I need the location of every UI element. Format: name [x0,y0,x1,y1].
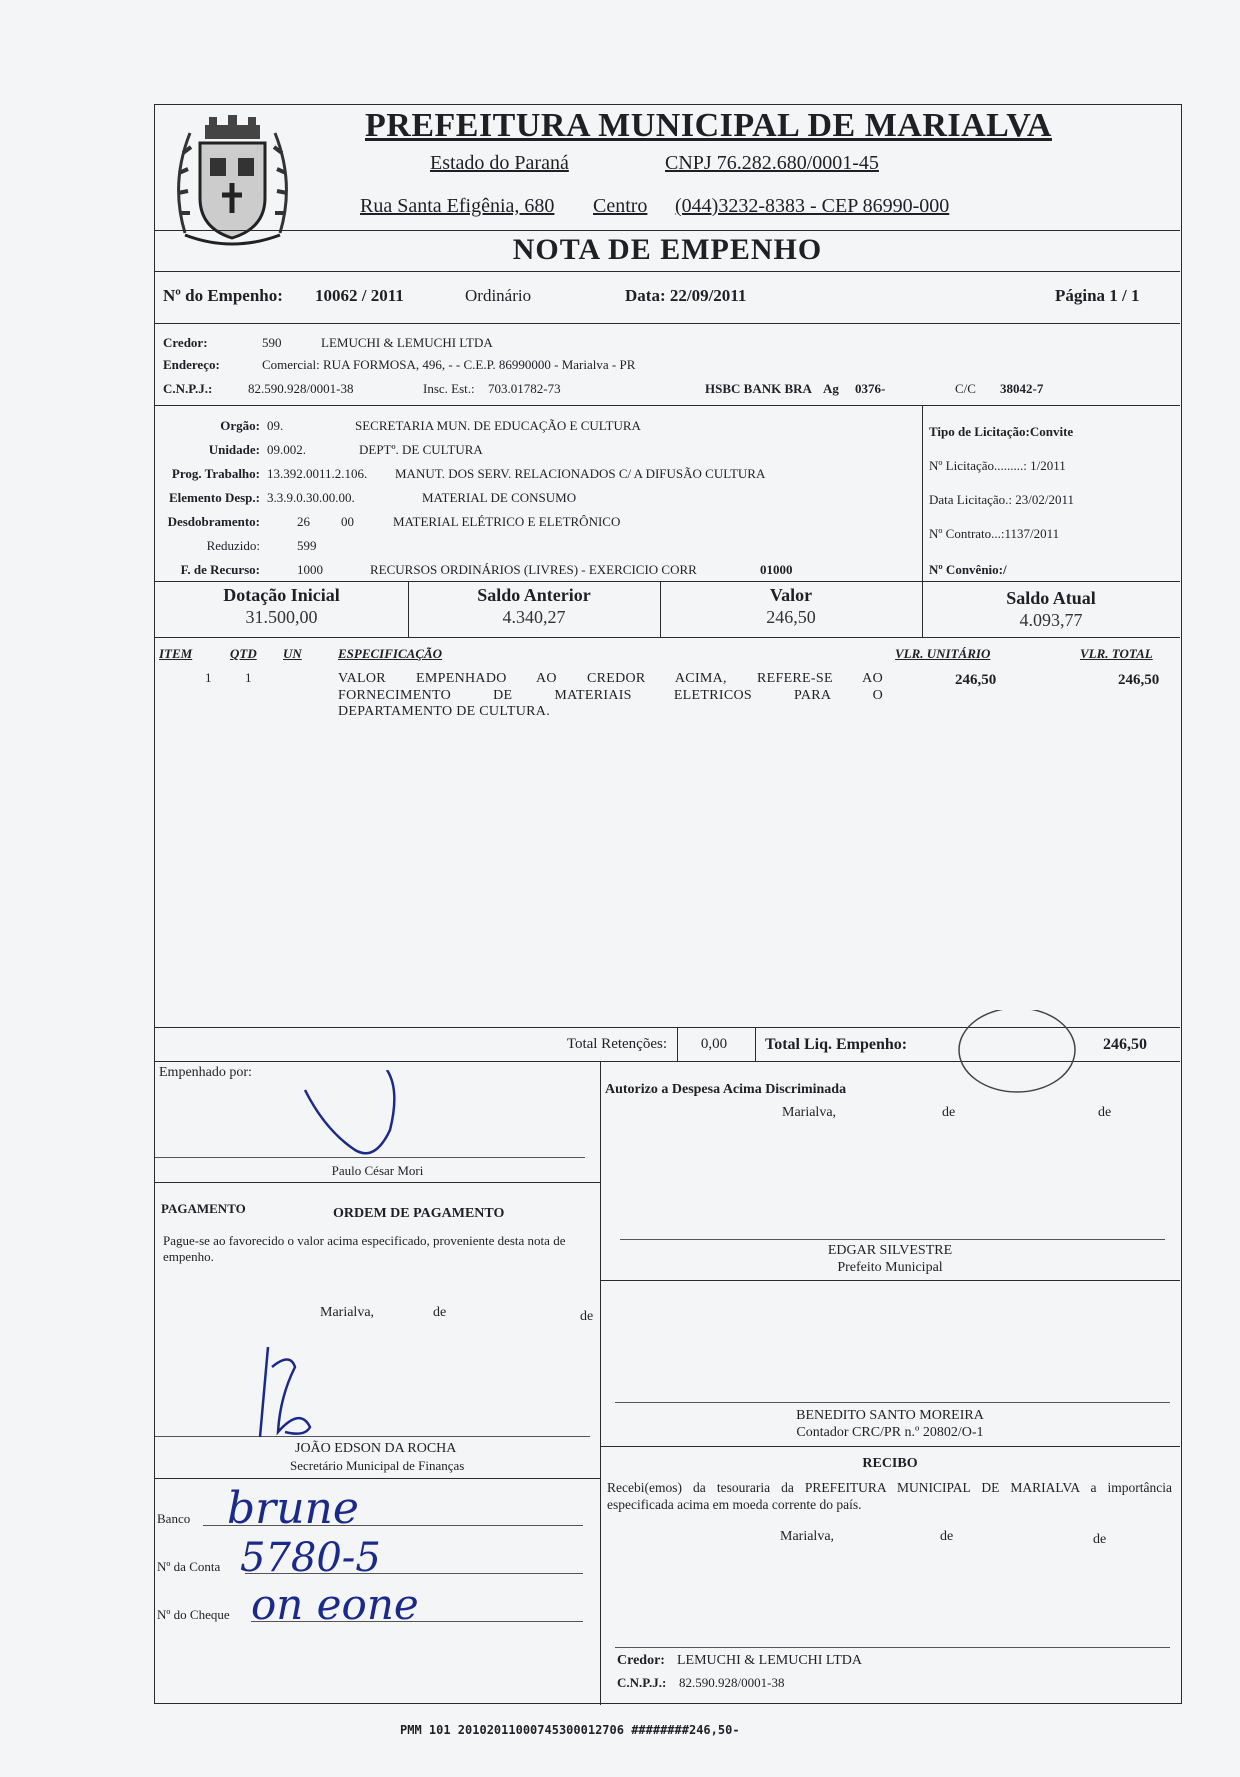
pagamento-de-1: de [433,1305,447,1320]
item-spec-line-1: VALOR EMPENHADO AO CREDOR ACIMA, REFERE-SE AO [338,671,883,686]
banco-label: Banco [157,1511,191,1526]
item-total-value: 246,50 [1118,672,1160,688]
retencoes-value: 0,00 [700,1036,728,1052]
insc-value: 703.01782-73 [488,381,561,396]
data-licitacao: Data Licitação.: 23/02/2011 [929,492,1074,507]
cheque-label: Nº do Cheque [157,1607,230,1622]
recibo-de-1: de [940,1529,954,1544]
n-contrato: Nº Contrato...:1137/2011 [929,526,1060,541]
col-vlr-unitario: VLR. UNITÁRIO [895,646,991,661]
empenho-date: Data: 22/09/2011 [625,286,747,305]
item-number: 1 [205,670,212,685]
insc-label: Insc. Est.: [423,381,475,396]
credor-code: 590 [262,335,282,350]
prefeito-name: EDGAR SILVESTRE [827,1243,953,1258]
col-qtd: QTD [230,646,257,661]
autorizo-local: Marialva, [782,1105,837,1120]
item-unit-value: 246,50 [955,672,997,688]
empenhado-signature [295,1070,405,1170]
secretario-signature [250,1337,360,1447]
header-district: Centro [593,195,648,217]
pagamento-de-2: de [580,1309,594,1324]
recibo-cnpj: 82.590.928/0001-38 [679,1675,785,1690]
recurso-label: F. de Recurso: [180,562,260,577]
handwritten-bank: brune [227,1483,359,1534]
unidade-label: Unidade: [208,442,260,457]
header-phone-cep: (044)3232-8383 - CEP 86990-000 [675,195,950,217]
municipal-crest-icon [165,113,300,253]
handwritten-cheque: on eone [251,1580,419,1629]
recibo-de-2: de [1093,1532,1107,1547]
unidade-value: 09.002. [267,442,306,457]
orgao-desc: SECRETARIA MUN. DE EDUCAÇÃO E CULTURA [355,418,641,433]
n-convenio: Nº Convênio:/ [929,562,1007,577]
col-item: ITEM [159,646,193,661]
recurso-value: 1000 [297,562,323,577]
contador-cargo: Contador CRC/PR n.º 20802/O-1 [796,1425,984,1440]
empenhado-label: Empenhado por: [159,1065,252,1080]
handwritten-account: 5780-5 [240,1535,381,1581]
saldo-atual-label: Saldo Atual [1006,588,1096,608]
account-value: 38042-7 [1000,381,1044,396]
agency-label: Ag [823,381,839,396]
desdob-value: 26 [297,514,310,529]
saldo-anterior-value: 4.340,27 [502,607,566,627]
elemento-label: Elemento Desp.: [169,490,260,505]
elemento-desc: MATERIAL DE CONSUMO [422,490,577,505]
col-un: UN [283,646,302,661]
total-liquido-label: Total Liq. Empenho: [765,1036,908,1053]
credor-name: LEMUCHI & LEMUCHI LTDA [321,335,493,350]
empenho-number: 10062 / 2011 [315,286,404,305]
total-circle-mark [955,1010,1080,1100]
recibo-credor-label: Credor: [617,1653,665,1668]
autorizo-de-1: de [942,1105,956,1120]
desdob-desc: MATERIAL ELÉTRICO E ELETRÔNICO [393,514,621,529]
recibo-text: Recebi(emos) da tesouraria da PREFEITURA MUNICIPAL DE MARIALVA a importância especificada acima em moeda corrente do país. [607,1480,1172,1512]
secretario-cargo: Secretário Municipal de Finanças [290,1458,465,1473]
autorizo-de-2: de [1098,1105,1112,1120]
recurso-desc: RECURSOS ORDINÁRIOS (LIVRES) - EXERCICIO CORR [370,562,697,577]
state-name: Estado do Paraná [430,152,569,174]
total-liquido-value: 246,50 [1103,1036,1147,1053]
empenhado-name: Paulo César Mori [331,1163,424,1178]
autorizo-label: Autorizo a Despesa Acima Discriminada [605,1082,847,1097]
item-spec-line-2: FORNECIMENTO DE MATERIAIS ELETRICOS PARA O [338,688,883,703]
recurso-code: 01000 [760,562,793,577]
recibo-label: RECIBO [862,1456,918,1471]
contador-name: BENEDITO SANTO MOREIRA [796,1408,984,1423]
credor-cnpj-label: C.N.P.J.: [163,381,213,396]
desdob-label: Desdobramento: [167,514,260,529]
credor-label: Credor: [163,335,208,350]
secretario-name: JOÃO EDSON DA ROCHA [295,1441,457,1456]
elemento-value: 3.3.9.0.30.00.00. [267,490,355,505]
agency-value: 0376- [855,381,886,396]
dotacao-inicial-value: 31.500,00 [245,607,318,627]
header-cnpj: CNPJ 76.282.680/0001-45 [665,152,879,174]
valor-value: 246,50 [766,607,816,627]
page-number: Página 1 / 1 [1055,286,1140,305]
col-especificacao: ESPECIFICAÇÃO [338,646,443,661]
recibo-credor: LEMUCHI & LEMUCHI LTDA [677,1653,862,1668]
pagamento-text: Pague-se ao favorecido o valor acima especificado, proveniente desta nota de empenho. [163,1233,566,1264]
empenho-type: Ordinário [465,286,532,305]
credor-cnpj: 82.590.928/0001-38 [248,381,354,396]
dotacao-inicial-label: Dotação Inicial [223,585,340,605]
prefeito-cargo: Prefeito Municipal [837,1260,943,1275]
tipo-licitacao: Tipo de Licitação:Convite [929,424,1074,439]
item-qtd: 1 [245,670,252,685]
reduzido-label: Reduzido: [206,538,260,553]
n-licitacao: Nº Licitação.........: 1/2011 [929,458,1066,473]
saldo-atual-value: 4.093,77 [1019,610,1083,630]
credor-address: Comercial: RUA FORMOSA, 496, - - C.E.P. 86990000 - Marialva - PR [262,357,636,372]
item-spec-line-3: DEPARTAMENTO DE CULTURA. [338,704,551,719]
header-address: Rua Santa Efigênia, 680 [360,195,555,217]
doc-title: NOTA DE EMPENHO [512,233,823,266]
bank-name: HSBC BANK BRA [705,381,812,396]
endereco-label: Endereço: [163,357,220,372]
unidade-desc: DEPTº. DE CULTURA [359,442,483,457]
col-vlr-total: VLR. TOTAL [1080,646,1153,661]
conta-label: Nº da Conta [157,1559,221,1574]
ordem-pagamento-label: ORDEM DE PAGAMENTO [333,1206,505,1221]
empenho-number-label: Nº do Empenho: [163,286,283,305]
pagamento-label: PAGAMENTO [161,1201,246,1216]
retencoes-label: Total Retenções: [566,1036,667,1052]
prefeitura-title: PREFEITURA MUNICIPAL DE MARIALVA [365,107,1052,144]
pagamento-local: Marialva, [320,1305,375,1320]
nota-empenho-document [154,104,1182,1704]
reduzido-value: 599 [297,538,317,553]
saldo-anterior-label: Saldo Anterior [477,585,591,605]
barcode-text: PMM 101 20102011000745300012706 ########246,50- [400,1723,740,1737]
prog-value: 13.392.0011.2.106. [267,466,368,481]
recibo-cnpj-label: C.N.P.J.: [617,1675,667,1690]
desdob-value-2: 00 [341,514,354,529]
prog-desc: MANUT. DOS SERV. RELACIONADOS C/ A DIFUSÃO CULTURA [395,466,766,481]
orgao-value: 09. [267,418,284,433]
prog-label: Prog. Trabalho: [171,466,260,481]
valor-label: Valor [769,585,813,605]
recibo-local: Marialva, [780,1529,835,1544]
orgao-label: Orgão: [220,418,260,433]
account-label: C/C [955,381,976,396]
